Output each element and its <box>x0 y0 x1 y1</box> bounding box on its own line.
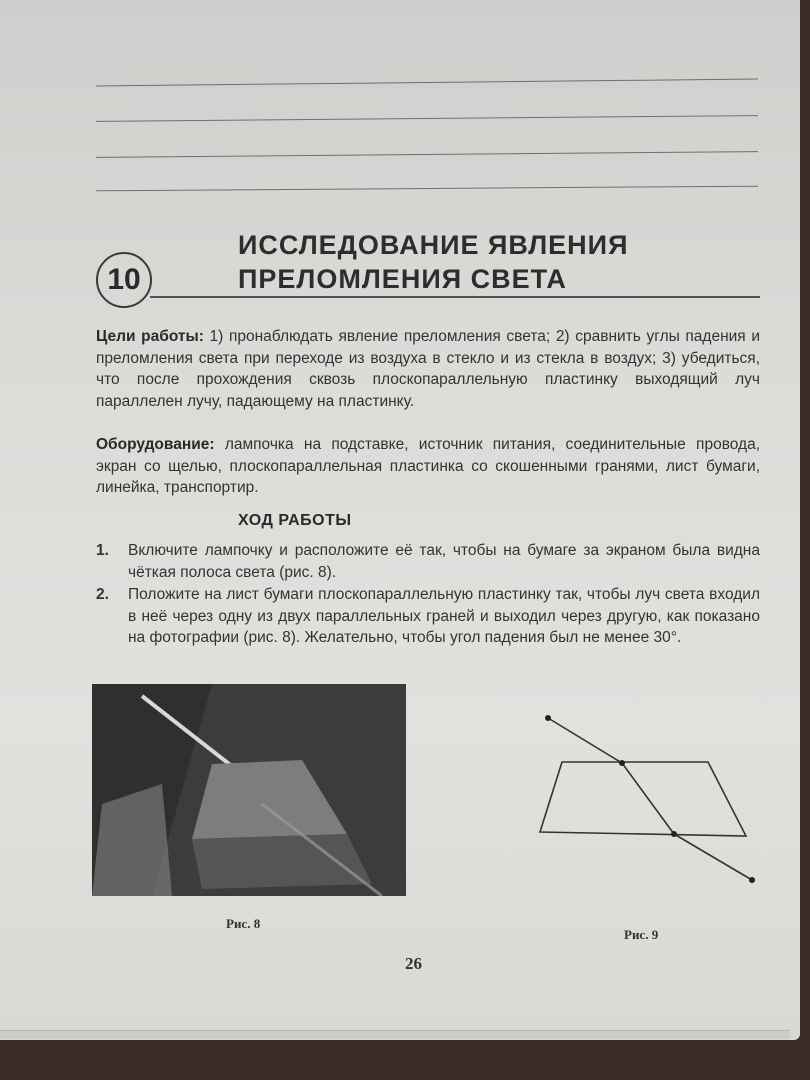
lab-title <box>238 228 758 296</box>
figure-9-diagram <box>530 706 760 892</box>
title-divider <box>150 296 760 298</box>
page-stack-edge <box>0 1030 790 1039</box>
glass-plate-side <box>192 834 372 889</box>
step-text: Положите на лист бумаги плоскопараллельную пластинку так, чтобы луч света входил в неё через одну из двух параллельных граней и выходил через другую, как показано на фотографии (рис. 8). Желательно, чтобы угол падения был не менее 30°. <box>128 586 760 646</box>
answer-line <box>96 79 758 87</box>
equipment-paragraph <box>96 434 760 499</box>
incident-ray <box>548 718 622 763</box>
lab-number: 10 <box>107 263 141 296</box>
step-number: 1. <box>96 542 109 559</box>
answer-line <box>96 151 758 158</box>
answer-line <box>96 186 758 192</box>
goals-text: 1) пронаблюдать явление преломления света; 2) сравнить углы падения и преломления света при переходе из воздуха в стекло и из стекла в воздух; 3) убедиться, что после прохождения сквозь плоскопараллельную пластинку выходящий луч параллелен лучу, падающему на пластинку. <box>96 328 760 410</box>
ray-point <box>671 831 677 837</box>
step-number: 2. <box>96 586 109 603</box>
answer-line <box>96 115 758 122</box>
ray-point <box>749 877 755 883</box>
goals-label: Цели работы: <box>96 328 204 345</box>
refracted-ray <box>622 763 674 834</box>
ray-point <box>545 715 551 721</box>
goals-paragraph <box>96 326 760 412</box>
equipment-text: лампочка на подставке, источник питания, соединительные провода, экран со щелью, плоскопараллельная пластинка со скошенными гранями, лист бумаги, линейка, транспортир. <box>96 436 761 496</box>
ray-point <box>619 760 625 766</box>
figure-8-caption: Рис. 8 <box>226 916 261 931</box>
lab-title-line1: ИССЛЕДОВАНИЕ ЯВЛЕНИЯ <box>238 230 629 260</box>
equipment-label: Оборудование: <box>96 436 215 453</box>
emergent-ray <box>674 834 752 880</box>
procedure-step <box>96 584 760 649</box>
figure-8-photo <box>92 684 406 896</box>
figure-9-caption: Рис. 9 <box>624 927 659 942</box>
step-text: Включите лампочку и расположите её так, чтобы на бумаге за экраном была видна чёткая полоса света (рис. 8). <box>128 542 760 581</box>
lab-title-line2: ПРЕЛОМЛЕНИЯ СВЕТА <box>238 264 567 294</box>
lab-number-badge <box>96 252 152 308</box>
glass-plate-outline <box>540 762 746 836</box>
photo-illustration <box>92 684 406 896</box>
page-number: 26 <box>405 954 422 973</box>
procedure-step <box>96 540 760 583</box>
procedure-heading: ХОД РАБОТЫ <box>238 512 352 529</box>
